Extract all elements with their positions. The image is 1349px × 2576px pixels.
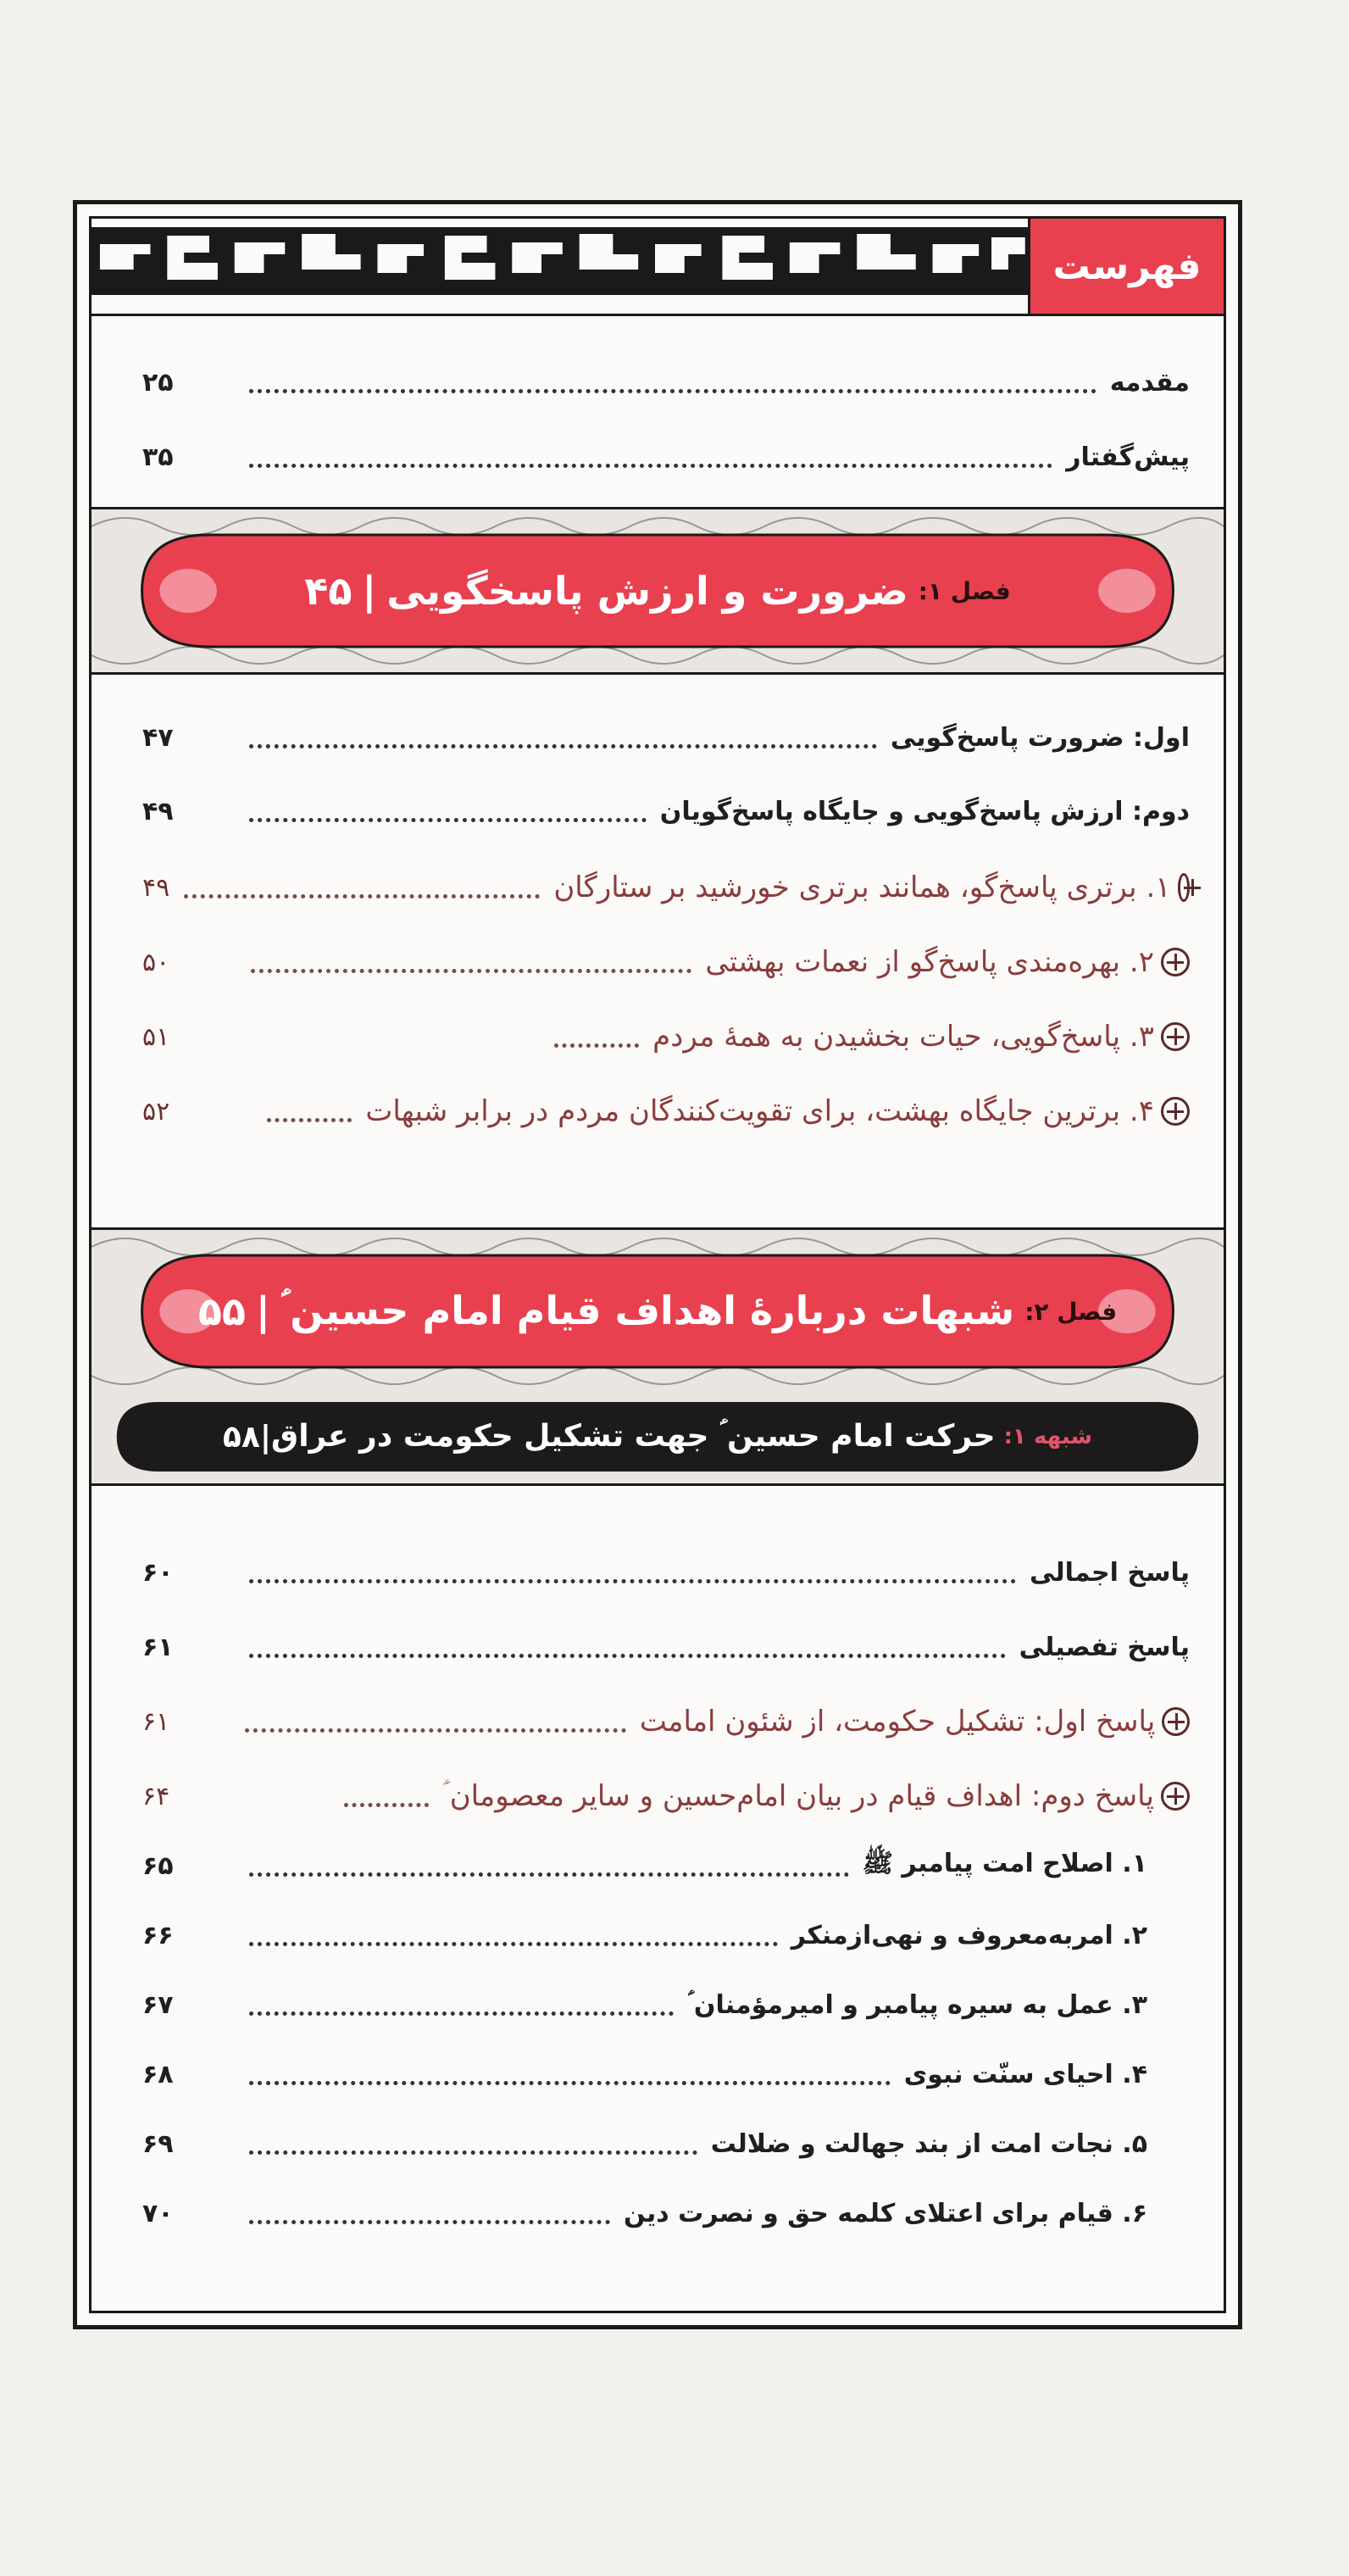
entry-page: ۶۰ xyxy=(142,1557,174,1588)
toc-entry-detailed-answer[interactable] xyxy=(142,1617,1190,1677)
leader-dots xyxy=(249,818,647,822)
plus-circle-icon xyxy=(1162,1707,1190,1736)
entry-label: اول: ضرورت پاسخ‌گویی xyxy=(890,722,1190,753)
entry-label: پاسخ اول: تشکیل حکومت، از شئون امامت xyxy=(639,1705,1156,1739)
toc-subentry[interactable] xyxy=(142,1007,1190,1066)
entry-page: ۷۰ xyxy=(142,2198,174,2228)
toc-entry-second[interactable] xyxy=(142,782,1190,841)
entry-page: ۵۱ xyxy=(142,1021,170,1052)
doubt-1-title-group xyxy=(92,1390,1224,1483)
toc-entry-first[interactable] xyxy=(142,708,1190,767)
leader-dots xyxy=(249,744,877,748)
toc-subentry[interactable] xyxy=(142,1692,1190,1751)
separator: | xyxy=(362,568,377,614)
separator: | xyxy=(259,1419,272,1455)
leader-dots xyxy=(344,1803,429,1807)
plus-circle-icon xyxy=(1178,873,1190,902)
entry-page: ۶۵ xyxy=(142,1850,174,1881)
leader-dots xyxy=(249,2150,697,2155)
entry-label: ۶. قیام برای اعتلای کلمه حق و نصرت دین xyxy=(623,2198,1147,2228)
toc-entry-intro[interactable] xyxy=(142,353,1190,412)
toc-goal-entry[interactable] xyxy=(142,1906,1147,1965)
chapter-page: ۵۵ xyxy=(197,1288,246,1334)
entry-label: مقدمه xyxy=(1109,367,1190,398)
toc-page xyxy=(73,200,1242,2329)
toc-subentry[interactable] xyxy=(142,1082,1190,1141)
toc-goal-entry[interactable] xyxy=(142,1975,1147,2034)
chapter-title: شبهات دربارهٔ اهداف قیام امام حسین ؑ xyxy=(280,1288,1015,1333)
leader-dots xyxy=(184,894,540,899)
entry-page: ۶۷ xyxy=(142,1989,174,2020)
entry-label: ۲. امربه‌معروف و نهی‌ازمنکر xyxy=(791,1920,1147,1950)
leader-dots xyxy=(249,2011,674,2016)
plus-circle-icon xyxy=(1161,948,1190,976)
entry-page: ۶۸ xyxy=(142,2059,174,2089)
chapter-2-title-group xyxy=(92,1230,1224,1393)
leader-dots xyxy=(249,1654,1006,1658)
doubt-title: حرکت امام حسین ؑ جهت تشکیل حکومت در عراق xyxy=(271,1419,996,1454)
entry-label: ۳. پاسخ‌گویی، حیات بخشیدن به همهٔ مردم xyxy=(652,1020,1154,1054)
chapter-tag: فصل ۱: xyxy=(918,576,1011,605)
leader-dots xyxy=(554,1043,639,1048)
entry-label: ۱. برتری پاسخ‌گو، همانند برتری خورشید بر ستارگان xyxy=(553,871,1171,904)
entry-label: ۳. عمل به سیره پیامبر و امیرمؤمنان ؑ xyxy=(687,1989,1147,2020)
toc-subentry[interactable] xyxy=(142,858,1190,917)
entry-page: ۴۹ xyxy=(142,872,170,903)
entry-page: ۶۴ xyxy=(142,1781,170,1811)
toc-frame xyxy=(89,216,1226,2313)
toc-goal-entry[interactable] xyxy=(142,1836,1147,1895)
entry-page: ۶۱ xyxy=(142,1706,170,1737)
entry-page: ۶۱ xyxy=(142,1632,174,1662)
leader-dots xyxy=(249,389,1096,393)
toc-entry-summary-answer[interactable] xyxy=(142,1543,1190,1602)
plus-circle-icon xyxy=(1161,1097,1190,1126)
chapter-title: ضرورت و ارزش پاسخگویی xyxy=(386,568,908,614)
entry-label: پیش‌گفتار xyxy=(1066,442,1190,472)
entry-page: ۴۷ xyxy=(142,722,174,753)
entry-label: پاسخ تفصیلی xyxy=(1019,1632,1190,1662)
toc-goal-entry[interactable] xyxy=(142,2184,1147,2243)
entry-page: ۴۹ xyxy=(142,796,174,826)
leader-dots xyxy=(249,464,1052,468)
entry-label: ۲. بهره‌مندی پاسخ‌گو از نعمات بهشتی xyxy=(705,945,1154,979)
chapter-1-title-group xyxy=(92,509,1224,672)
entry-label: پاسخ دوم: اهداف قیام در بیان امام‌حسین و سایر معصومان ؑ xyxy=(442,1779,1154,1813)
entry-page: ۵۲ xyxy=(142,1096,170,1127)
entry-page: ۶۹ xyxy=(142,2128,174,2159)
chapter-2-banner[interactable] xyxy=(92,1227,1224,1395)
leader-dots xyxy=(249,1872,849,1877)
entry-label: پاسخ اجمالی xyxy=(1030,1557,1190,1588)
chapter-tag: فصل ۲: xyxy=(1024,1297,1118,1326)
toc-entry-preface[interactable] xyxy=(142,427,1190,487)
entry-page: ۲۵ xyxy=(142,367,174,398)
toc-title: فهرست xyxy=(1028,219,1224,314)
leader-dots xyxy=(249,1579,1016,1583)
entry-page: ۶۶ xyxy=(142,1920,174,1950)
leader-dots xyxy=(267,1118,352,1122)
toc-goal-entry[interactable] xyxy=(142,2114,1147,2173)
doubt-tag: شبهه ۱: xyxy=(1003,1424,1093,1449)
header-band xyxy=(92,219,1224,316)
toc-subentry[interactable] xyxy=(142,932,1190,992)
plus-circle-icon xyxy=(1161,1782,1190,1811)
toc-subentry[interactable] xyxy=(142,1766,1190,1826)
doubt-page: ۵۸ xyxy=(222,1419,260,1455)
entry-page: ۵۰ xyxy=(142,947,170,977)
entry-label: دوم: ارزش پاسخ‌گویی و جایگاه پاسخ‌گویان xyxy=(659,796,1190,826)
leader-dots xyxy=(249,2081,891,2085)
doubt-1-banner[interactable] xyxy=(92,1390,1224,1486)
separator: | xyxy=(255,1288,270,1334)
chapter-page: ۴۵ xyxy=(304,568,353,614)
entry-label: ۴. احیای سنّت نبوی xyxy=(903,2059,1147,2089)
entry-label: ۱. اصلاح امت پیامبر ﷺ xyxy=(862,1848,1147,1878)
entry-label: ۵. نجات امت از بند جهالت و ضلالت xyxy=(710,2128,1147,2159)
entry-label: ۴. برترین جایگاه بهشت، برای تقویت‌کنندگان مردم در برابر شبهات xyxy=(365,1094,1154,1128)
plus-circle-icon xyxy=(1161,1022,1190,1051)
chapter-1-banner[interactable] xyxy=(92,507,1224,675)
leader-dots xyxy=(249,1942,778,1946)
leader-dots xyxy=(249,2220,610,2224)
leader-dots xyxy=(245,1728,626,1733)
leader-dots xyxy=(251,969,691,973)
toc-goal-entry[interactable] xyxy=(142,2045,1147,2104)
entry-page: ۳۵ xyxy=(142,442,174,472)
